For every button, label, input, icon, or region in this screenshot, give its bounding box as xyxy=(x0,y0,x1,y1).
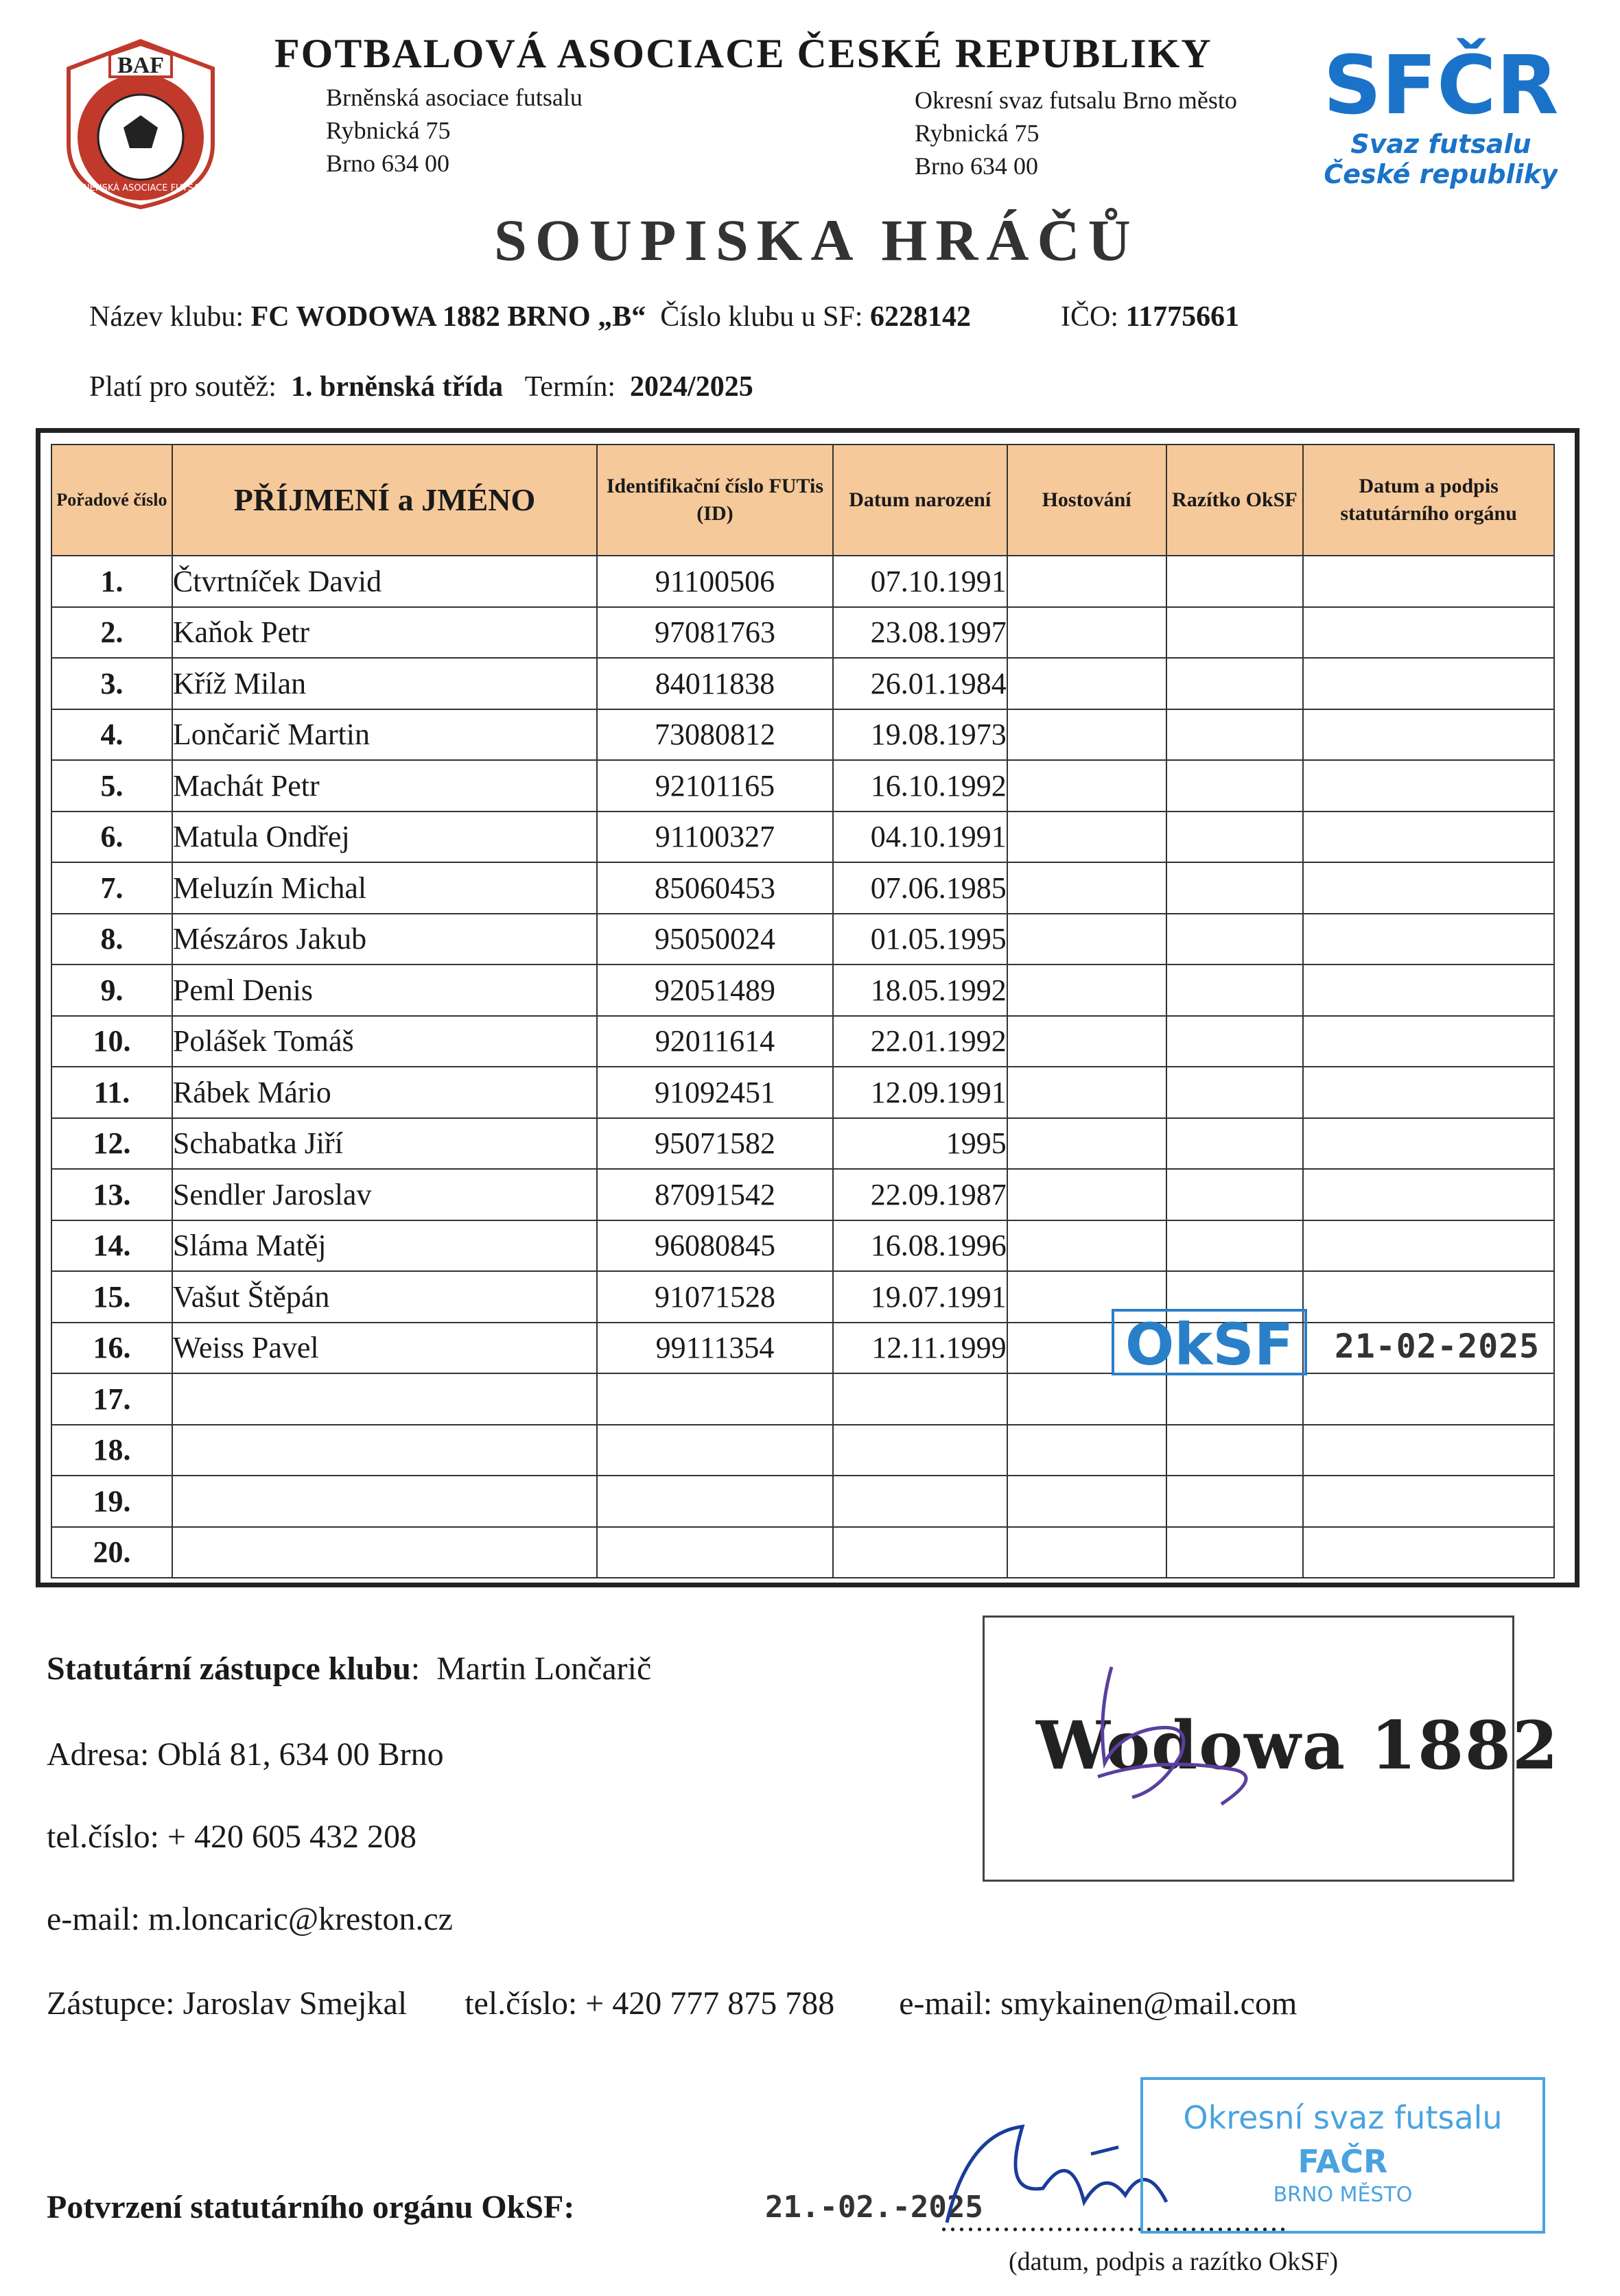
cell-dob: 1995 xyxy=(833,1118,1007,1170)
header-id: Identifikační číslo FUTis (ID) xyxy=(597,445,833,556)
table-row xyxy=(51,709,1554,761)
competition-value: 1. brněnská třída xyxy=(290,371,504,403)
term-value: 2024/2025 xyxy=(630,371,753,403)
cell-order: 6. xyxy=(51,812,172,863)
cell-name xyxy=(172,1476,597,1527)
cell-guest xyxy=(1007,658,1166,709)
table-row xyxy=(51,1271,1554,1323)
cell-order: 7. xyxy=(51,862,172,914)
baf-ring-text: BRNĚNSKÁ ASOCIACE FUTSALU xyxy=(71,183,211,193)
cell-sign xyxy=(1303,1476,1554,1527)
cell-dob: 16.10.1992 xyxy=(833,760,1007,812)
cell-guest xyxy=(1007,1220,1166,1272)
cell-stamp xyxy=(1166,760,1304,812)
facr-stamp xyxy=(1140,2077,1545,2234)
cell-dob: 18.05.1992 xyxy=(833,964,1007,1016)
cell-sign xyxy=(1303,1016,1554,1067)
cell-guest xyxy=(1007,1016,1166,1067)
cell-id: 95071582 xyxy=(597,1118,833,1170)
cell-id: 95050024 xyxy=(597,914,833,965)
cell-stamp xyxy=(1166,812,1304,863)
cell-stamp xyxy=(1166,658,1304,709)
club-signature xyxy=(1057,1653,1345,1825)
cell-name: Machát Petr xyxy=(172,760,597,812)
sfcr-logo xyxy=(1324,38,1558,196)
cell-order: 9. xyxy=(51,964,172,1016)
confirmation-label: Potvrzení statutárního orgánu OkSF: xyxy=(47,2189,575,2225)
cell-name: Matula Ondřej xyxy=(172,812,597,863)
ico-value: 11775661 xyxy=(1125,301,1240,333)
cell-stamp xyxy=(1166,1016,1304,1067)
cell-dob: 26.01.1984 xyxy=(833,658,1007,709)
deputy-email: smykainen@mail.com xyxy=(1000,1985,1298,2022)
cell-sign xyxy=(1303,862,1554,914)
cell-order: 12. xyxy=(51,1118,172,1170)
table-row xyxy=(51,1425,1554,1476)
cell-order: 8. xyxy=(51,914,172,965)
cell-stamp xyxy=(1166,964,1304,1016)
oksf-stamp: OkSF xyxy=(1112,1309,1307,1375)
cell-order: 20. xyxy=(51,1527,172,1578)
deputy-line xyxy=(47,1985,1297,2022)
cell-stamp xyxy=(1166,1425,1304,1476)
phone-line xyxy=(47,1818,416,1856)
facr-stamp-line1: Okresní svaz futsalu xyxy=(1183,2099,1503,2136)
cell-guest xyxy=(1007,709,1166,761)
sfcr-logo-main: SFČR xyxy=(1324,38,1558,132)
cell-stamp xyxy=(1166,556,1304,607)
cell-name: Mészáros Jakub xyxy=(172,914,597,965)
club-number: 6228142 xyxy=(869,301,971,333)
cell-sign xyxy=(1303,1220,1554,1272)
cell-id xyxy=(597,1425,833,1476)
facr-stamp-line2: FAČR xyxy=(1298,2143,1388,2180)
cell-sign xyxy=(1303,760,1554,812)
left-address xyxy=(326,81,583,180)
cell-order: 5. xyxy=(51,760,172,812)
cell-sign xyxy=(1303,1373,1554,1425)
table-row xyxy=(51,1323,1554,1374)
deputy-email-label: e-mail: xyxy=(899,1985,993,2022)
cell-guest xyxy=(1007,760,1166,812)
competition-line xyxy=(89,370,753,403)
deputy-name: Jaroslav Smejkal xyxy=(183,1985,408,2022)
header-stamp: Razítko OkSF xyxy=(1166,445,1304,556)
cell-sign xyxy=(1303,1271,1554,1323)
signature-dotted-line: ....................................... xyxy=(940,2204,1288,2238)
address-label: Adresa: xyxy=(47,1736,150,1773)
cell-stamp xyxy=(1166,1527,1304,1578)
cell-name: Peml Denis xyxy=(172,964,597,1016)
cell-order: 17. xyxy=(51,1373,172,1425)
cell-stamp xyxy=(1166,862,1304,914)
club-number-label: Číslo klubu u SF: xyxy=(660,301,863,333)
table-row xyxy=(51,1169,1554,1220)
cell-guest xyxy=(1007,1169,1166,1220)
roster-table xyxy=(51,444,1555,1578)
cell-sign xyxy=(1303,1169,1554,1220)
table-row xyxy=(51,1476,1554,1527)
cell-sign xyxy=(1303,1067,1554,1118)
table-row xyxy=(51,964,1554,1016)
cell-id: 85060453 xyxy=(597,862,833,914)
cell-sign xyxy=(1303,556,1554,607)
cell-name: Lončarič Martin xyxy=(172,709,597,761)
cell-id: 91092451 xyxy=(597,1067,833,1118)
cell-id xyxy=(597,1476,833,1527)
table-row xyxy=(51,812,1554,863)
cell-dob: 12.11.1999 xyxy=(833,1323,1007,1374)
cell-sign xyxy=(1303,1118,1554,1170)
header-order: Pořadové číslo xyxy=(51,445,172,556)
table-row xyxy=(51,607,1554,659)
term-label: Termín: xyxy=(524,371,616,403)
sfcr-logo-sub1: Svaz futsalu xyxy=(1350,129,1531,159)
cell-guest xyxy=(1007,1425,1166,1476)
cell-id: 92051489 xyxy=(597,964,833,1016)
cell-guest xyxy=(1007,607,1166,659)
cell-guest xyxy=(1007,964,1166,1016)
document-title: SOUPISKA HRÁČŮ xyxy=(494,207,1139,273)
cell-dob: 01.05.1995 xyxy=(833,914,1007,965)
cell-order: 19. xyxy=(51,1476,172,1527)
oksf-stamp-date: 21-02-2025 xyxy=(1335,1327,1540,1366)
cell-name xyxy=(172,1425,597,1476)
cell-stamp xyxy=(1166,1476,1304,1527)
club-name-label: Název klubu: xyxy=(89,301,244,333)
cell-name: Čtvrtníček David xyxy=(172,556,597,607)
email-label: e-mail: xyxy=(47,1901,140,1937)
cell-id: 87091542 xyxy=(597,1169,833,1220)
cell-sign xyxy=(1303,964,1554,1016)
cell-dob xyxy=(833,1527,1007,1578)
email-value: m.loncaric@kreston.cz xyxy=(148,1901,453,1937)
confirmation-date: 21.-02.-2025 xyxy=(765,2190,983,2225)
sfcr-logo-sub2: České republiky xyxy=(1324,159,1558,189)
cell-order: 1. xyxy=(51,556,172,607)
cell-sign xyxy=(1303,1425,1554,1476)
phone-label: tel.číslo: xyxy=(47,1819,159,1855)
table-row xyxy=(51,1373,1554,1425)
cell-order: 16. xyxy=(51,1323,172,1374)
cell-sign xyxy=(1303,1527,1554,1578)
cell-guest xyxy=(1007,1067,1166,1118)
cell-dob xyxy=(833,1373,1007,1425)
cell-id: 92011614 xyxy=(597,1016,833,1067)
cell-guest xyxy=(1007,812,1166,863)
cell-stamp xyxy=(1166,914,1304,965)
cell-name: Vašut Štěpán xyxy=(172,1271,597,1323)
cell-name: Meluzín Michal xyxy=(172,862,597,914)
table-row xyxy=(51,914,1554,965)
table-row xyxy=(51,1067,1554,1118)
cell-dob xyxy=(833,1476,1007,1527)
cell-id: 91100327 xyxy=(597,812,833,863)
cell-sign xyxy=(1303,709,1554,761)
cell-id: 92101165 xyxy=(597,760,833,812)
club-info-line xyxy=(89,300,1239,333)
federation-title: FOTBALOVÁ ASOCIACE ČESKÉ REPUBLIKY xyxy=(274,31,1212,76)
cell-guest xyxy=(1007,1527,1166,1578)
phone-value: + 420 605 432 208 xyxy=(167,1819,417,1855)
cell-order: 14. xyxy=(51,1220,172,1272)
deputy-label: Zástupce: xyxy=(47,1985,175,2022)
cell-id: 96080845 xyxy=(597,1220,833,1272)
cell-order: 10. xyxy=(51,1016,172,1067)
cell-id xyxy=(597,1373,833,1425)
cell-name: Polášek Tomáš xyxy=(172,1016,597,1067)
cell-dob: 07.10.1991 xyxy=(833,556,1007,607)
cell-order: 15. xyxy=(51,1271,172,1323)
ico-label: IČO: xyxy=(1060,301,1118,333)
cell-dob: 19.08.1973 xyxy=(833,709,1007,761)
cell-dob: 07.06.1985 xyxy=(833,862,1007,914)
cell-dob xyxy=(833,1425,1007,1476)
cell-order: 11. xyxy=(51,1067,172,1118)
header-guest: Hostování xyxy=(1007,445,1166,556)
cell-name: Sendler Jaroslav xyxy=(172,1169,597,1220)
baf-logo-text: BAF xyxy=(117,53,164,78)
cell-stamp xyxy=(1166,709,1304,761)
right-address-line: Brno 634 00 xyxy=(915,152,1038,180)
deputy-phone: + 420 777 875 788 xyxy=(585,1985,835,2022)
table-row xyxy=(51,760,1554,812)
cell-order: 2. xyxy=(51,607,172,659)
cell-id: 91100506 xyxy=(597,556,833,607)
cell-id xyxy=(597,1527,833,1578)
cell-name xyxy=(172,1373,597,1425)
cell-name: Weiss Pavel xyxy=(172,1323,597,1374)
club-stamp: Wodowa 1882 xyxy=(1036,1707,1560,1784)
cell-name: Rábek Mário xyxy=(172,1067,597,1118)
cell-sign xyxy=(1303,607,1554,659)
left-address-line: Brněnská asociace futsalu xyxy=(326,84,583,111)
facr-stamp-line3: BRNO MĚSTO xyxy=(1273,2183,1413,2207)
cell-sign xyxy=(1303,658,1554,709)
cell-dob: 04.10.1991 xyxy=(833,812,1007,863)
cell-stamp xyxy=(1166,607,1304,659)
cell-dob: 19.07.1991 xyxy=(833,1271,1007,1323)
table-row xyxy=(51,1016,1554,1067)
statutory-rep-name: Martin Lončarič xyxy=(436,1650,652,1687)
table-row xyxy=(51,1527,1554,1578)
cell-sign xyxy=(1303,812,1554,863)
statutory-rep-label: Statutární zástupce klubu xyxy=(47,1650,411,1687)
right-address xyxy=(915,84,1237,182)
cell-stamp xyxy=(1166,1169,1304,1220)
cell-sign xyxy=(1303,914,1554,965)
cell-dob: 22.01.1992 xyxy=(833,1016,1007,1067)
cell-guest xyxy=(1007,914,1166,965)
cell-name xyxy=(172,1527,597,1578)
left-address-line: Rybnická 75 xyxy=(326,117,451,144)
cell-id: 84011838 xyxy=(597,658,833,709)
cell-guest xyxy=(1007,1118,1166,1170)
cell-dob: 12.09.1991 xyxy=(833,1067,1007,1118)
left-address-line: Brno 634 00 xyxy=(326,150,449,177)
table-row xyxy=(51,556,1554,607)
header-dob: Datum narození xyxy=(833,445,1007,556)
statutory-rep-line: Statutární zástupce klubu: Martin Lončarič xyxy=(47,1650,652,1687)
cell-guest xyxy=(1007,1373,1166,1425)
cell-id: 73080812 xyxy=(597,709,833,761)
cell-stamp xyxy=(1166,1118,1304,1170)
header-name: PŘÍJMENÍ a JMÉNO xyxy=(172,445,597,556)
baf-logo xyxy=(55,27,226,213)
cell-order: 3. xyxy=(51,658,172,709)
cell-id: 97081763 xyxy=(597,607,833,659)
cell-name: Kříž Milan xyxy=(172,658,597,709)
address-line xyxy=(47,1736,444,1773)
roster-table-frame xyxy=(36,428,1580,1587)
cell-id: 99111354 xyxy=(597,1323,833,1374)
cell-stamp xyxy=(1166,1373,1304,1425)
address-value: Oblá 81, 634 00 Brno xyxy=(157,1736,444,1773)
cell-guest xyxy=(1007,1476,1166,1527)
cell-order: 18. xyxy=(51,1425,172,1476)
table-header-row xyxy=(51,445,1554,556)
cell-stamp xyxy=(1166,1067,1304,1118)
cell-guest xyxy=(1007,862,1166,914)
right-address-line: Rybnická 75 xyxy=(915,119,1040,147)
email-line xyxy=(47,1900,453,1938)
roster-body xyxy=(51,556,1554,1578)
cell-order: 4. xyxy=(51,709,172,761)
confirmation-caption: (datum, podpis a razítko OkSF) xyxy=(1009,2247,1339,2276)
cell-name: Schabatka Jiří xyxy=(172,1118,597,1170)
right-address-line: Okresní svaz futsalu Brno město xyxy=(915,86,1237,114)
cell-name: Kaňok Petr xyxy=(172,607,597,659)
cell-dob: 23.08.1997 xyxy=(833,607,1007,659)
club-name: FC WODOWA 1882 BRNO „B“ xyxy=(250,301,646,333)
table-row xyxy=(51,1220,1554,1272)
table-row xyxy=(51,1118,1554,1170)
cell-order: 13. xyxy=(51,1169,172,1220)
cell-guest xyxy=(1007,556,1166,607)
cell-dob: 22.09.1987 xyxy=(833,1169,1007,1220)
cell-id: 91071528 xyxy=(597,1271,833,1323)
header-sign: Datum a podpis statutárního orgánu xyxy=(1303,445,1554,556)
cell-name: Sláma Matěj xyxy=(172,1220,597,1272)
competition-label: Platí pro soutěž: xyxy=(89,371,277,403)
table-row xyxy=(51,658,1554,709)
deputy-phone-label: tel.číslo: xyxy=(465,1985,578,2022)
cell-stamp xyxy=(1166,1220,1304,1272)
table-row xyxy=(51,862,1554,914)
cell-dob: 16.08.1996 xyxy=(833,1220,1007,1272)
